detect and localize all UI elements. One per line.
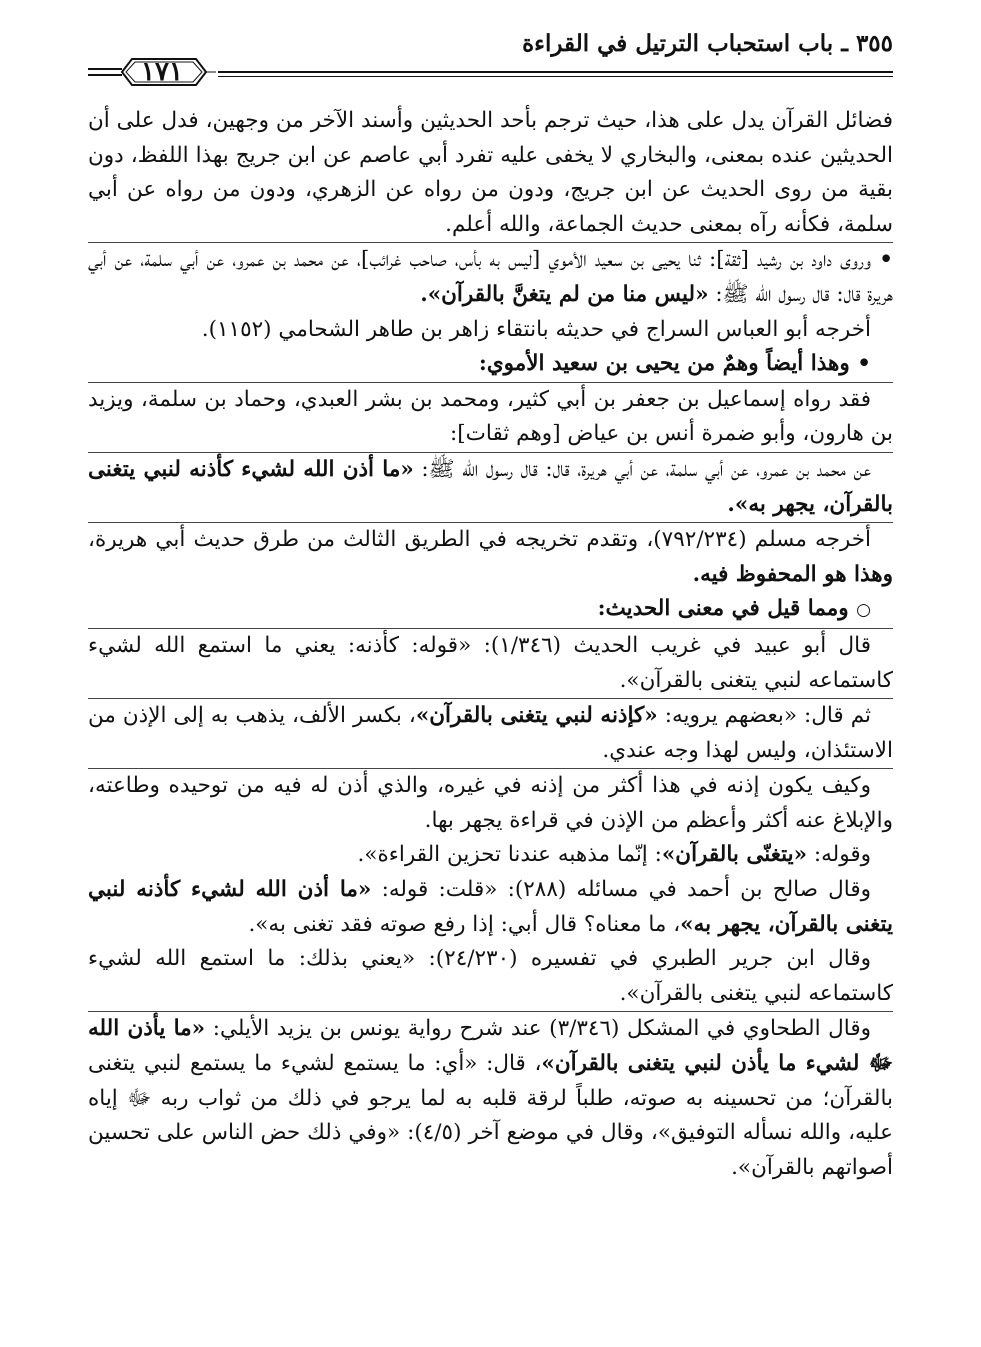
paragraph-7 [88,523,893,592]
hadith-text: «ما يأذن الله ﷻ لشيء ما يأذن لنبي يتغنى بالقرآن» [88,1016,894,1077]
bullet-marker: • [879,247,893,273]
subheading: وهذا أيضاً وهمٌ من يحيى بن سعيد الأموي: [478,351,858,377]
hadith-text: «ما أذن الله لشيء كأذنه لنبي يتغنى بالقرآن، يجهر به». [88,456,893,517]
text: أخرجه أبو العباس السراج في حديثه بانتقاء زاهر بن طاهر الشحامي (١١٥٢). [201,316,871,342]
text: وقال الطحاوي في المشكل (٣/٣٤٦) عند شرح رواية يونس بن يزيد الأيلي: [205,1016,871,1042]
text: وقوله: [807,842,871,868]
paragraph-11 [88,769,893,838]
paragraph-2 [88,243,893,312]
hadith-text: «يتغنّى بالقرآن» [661,842,808,868]
text: ، ما معناه؟ قال أبي: إذا رفع صوته فقد تغنى به». [248,911,681,937]
chapter-title: ٣٥٥ ـ باب استحباب الترتيل في القراءة [522,30,893,57]
page-number: ١٧١ [141,57,183,87]
text: ، بكسر الألف، يذهب به إلى الإذن من الاستئذان، وليس لهذا وجه عندي. [88,703,893,763]
header-rule [218,71,893,73]
text: ثم قال: «بعضهم يرويه: [657,703,871,729]
hadith-text: «ليس منا من لم يتغنَّ بالقرآن». [420,281,709,307]
emphasis-text: وهذا هو المحفوظ فيه. [692,561,893,587]
subheading: ومما قيل في معنى الحديث: [597,596,857,622]
text: : إنّما مذهبه عندنا تحزين القراءة». [357,842,662,868]
text: وروى داود بن رشيد [ثقة]: ثنا يحيى بن سعيد الأموي [ليس به بأس، صاحب غرائب]، عن محمد بن عمرو، عن أبي سلمة، عن أبي هريرة قال: قال رسول الله ﷺ: [88,247,893,307]
text: عن محمد بن عمرو، عن أبي سلمة، عن أبي هريرة، قال: قال رسول الله ﷺ: [413,456,871,482]
text: قال أبو عبيد في غريب الحديث (١/٣٤٦): «قوله: كأذنه: يعني ما استمع الله لشيء كاستماعه لنبي يتغنى بالقرآن». [88,632,893,693]
hadith-text: «كإذنه لنبي يتغنى بالقرآن» [415,703,658,729]
paragraph-14 [88,942,893,1011]
circle-marker: ○ [856,600,871,621]
text: وكيف يكون إذنه في هذا أكثر من إذنه في غيره، والذي أذن له فيه من توحيده وطاعته، والإبلاغ عنه أكثر وأعظم من الإذن في قراءة يجهر بها. [88,773,893,833]
text: ، قال: «أي: ما يستمع لشيء ما يستمع لنبي يتغنى بالقرآن؛ من تحسينه به صوته، طلباً لرقة قلبه به لما يرجو في ذلك من ثواب ربه ﷻ إياه عليه، والله نسأله التوفيق»، وقال في موضع آخر (٤/٥): «وفي ذلك حض الناس على تحسين أصواتهم بالقرآن». [88,1051,893,1180]
paragraph-5 [88,383,893,452]
text: فقد رواه إسماعيل بن جعفر بن أبي كثير، ومحمد بن بشر العبدي، وحماد بن سلمة، ويزيد بن هارون، وأبو ضمرة أنس بن عياض [وهم ثقات]: [88,386,893,447]
paragraph-12 [88,838,893,873]
text: وقال ابن جرير الطبري في تفسيره (٢٤/٢٣٠): «يعني بذلك: ما استمع الله لشيء كاستماعه لنبي يتغنى بالقرآن». [88,946,893,1006]
paragraph-3 [88,313,893,348]
paragraph-8 [88,592,893,628]
text: أخرجه مسلم (٧٩٢/٢٣٤)، وتقدم تخريجه في الطريق الثالث من طرق حديث أبي هريرة، [88,527,871,553]
paragraph-9 [88,629,893,698]
paragraph-1 [88,104,893,242]
paragraph-15 [88,1012,893,1185]
paragraph-6 [88,453,893,522]
page-body [88,104,893,1185]
page-header [88,26,893,90]
text: فضائل القرآن يدل على هذا، حيث ترجم بأحد الحديثين وأسند الآخر من وجهين، فدل على أن الحديثين عنده بمعنى، [88,108,894,168]
bullet-marker: • [857,351,871,377]
paragraph-13 [88,873,893,942]
paragraph-4 [88,347,893,382]
hadith-text: «ما أذن الله لشيء كأذنه لنبي يتغنى بالقرآن، يجهر به» [88,877,893,937]
text: والبخاري لا يخفى عليه تفرد أبي عاصم عن ابن جريج بهذا اللفظ، دون بقية من روى الحديث عن ابن جريج، ودون من رواه عن الزهري، ودون من رواه عن أبي سلمة، فكأنه رآه بمعنى حديث الجماعة، والله أعلم. [88,142,893,237]
paragraph-10 [88,699,893,768]
header-rule-thin [218,76,893,77]
text: وقال صالح بن أحمد في مسائله (٢٨٨): «قلت: قوله: [371,877,872,903]
